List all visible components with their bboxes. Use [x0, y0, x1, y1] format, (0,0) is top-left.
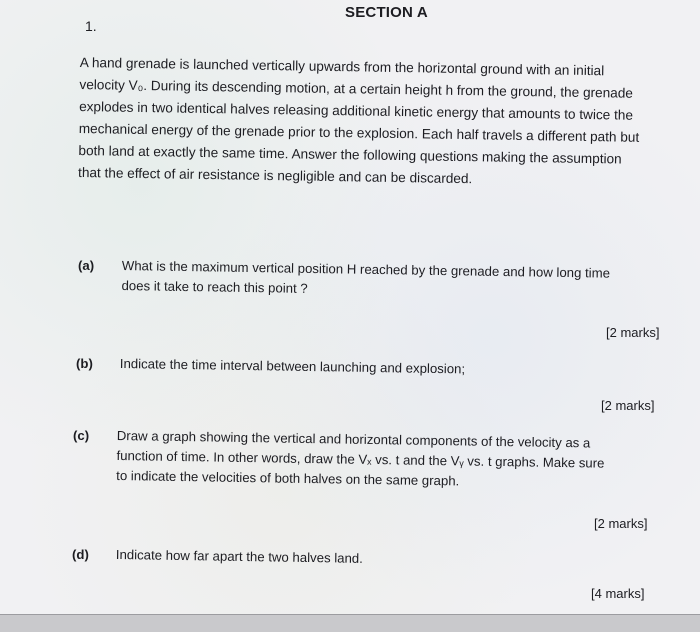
part-line: to indicate the velocities of both halves on the same graph.: [116, 467, 460, 489]
intro-line: A hand grenade is launched vertically upwards from the horizontal ground with an initial: [79, 54, 605, 79]
section-title: SECTION A: [345, 4, 428, 21]
part-label: (d): [72, 547, 89, 562]
marks-label: [2 marks]: [594, 516, 648, 531]
part-line: What is the maximum vertical position H reached by the grenade and how long time: [121, 257, 611, 281]
part-label: (c): [73, 428, 90, 443]
part-line: Indicate how far apart the two halves land.: [115, 546, 363, 566]
part-text: [121, 256, 662, 304]
part-label: (b): [76, 356, 93, 371]
marks-label: [2 marks]: [606, 325, 660, 340]
intro-line: that the effect of air resistance is negligible and can be discarded.: [77, 164, 473, 187]
question-intro: [78, 52, 680, 193]
page-bottom-edge: [0, 614, 700, 632]
part-line: function of time. In other words, draw the Vₓ vs. t and the Vᵧ vs. t graphs. Make sure: [116, 447, 605, 471]
question-number: 1.: [85, 18, 97, 34]
marks-label: [4 marks]: [591, 586, 645, 601]
intro-line: mechanical energy of the grenade prior to the explosion. Each half travels a different path but: [78, 120, 640, 145]
part-text: [116, 545, 656, 573]
part-text: [116, 426, 657, 494]
marks-label: [2 marks]: [601, 398, 655, 413]
part-line: Draw a graph showing the vertical and horizontal components of the velocity as a: [116, 427, 591, 451]
intro-line: both land at exactly the same time. Answer the following questions making the assumption: [78, 142, 622, 167]
part-label: (a): [78, 258, 95, 273]
intro-line: explodes in two identical halves releasing additional kinetic energy that amounts to twice the: [79, 98, 634, 123]
part-line: does it take to reach this point ?: [121, 277, 308, 296]
part-line: Indicate the time interval between launching and explosion;: [119, 355, 466, 377]
intro-line: velocity V₀. During its descending motion, at a certain height h from the ground, the grenade: [79, 76, 634, 101]
part-text: [120, 354, 660, 382]
